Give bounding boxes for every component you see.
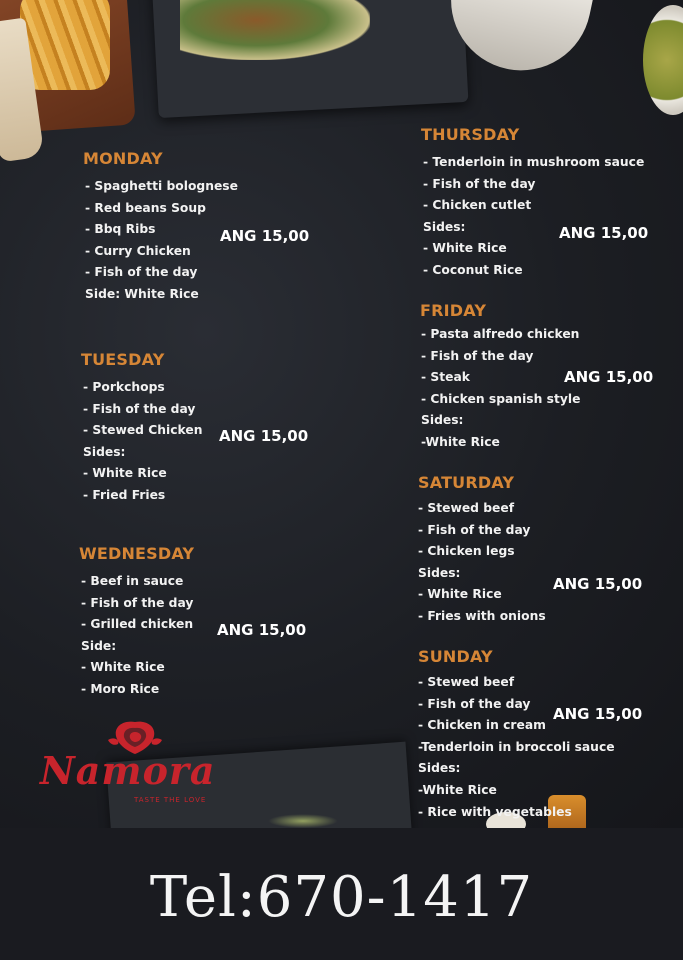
menu-item: - Chicken cutlet (423, 198, 532, 213)
fries-image (20, 0, 110, 90)
menu-list-wednesday (81, 571, 193, 701)
menu-item: -White Rice (418, 782, 497, 797)
price-wednesday: ANG 15,00 (217, 621, 307, 639)
herb-garnish-image (268, 814, 338, 828)
menu-item: Sides: (418, 761, 461, 776)
menu-item: - Spaghetti bolognese (85, 179, 238, 193)
menu-item: Sides: (421, 413, 464, 428)
phone-number: Tel:670-1417 (149, 864, 534, 930)
menu-item: - Chicken legs (418, 544, 515, 559)
menu-item: Side: White Rice (85, 286, 199, 301)
day-heading-friday: FRIDAY (420, 301, 487, 320)
price-monday: ANG 15,00 (220, 227, 310, 245)
day-heading-wednesday: WEDNESDAY (79, 544, 195, 563)
price-friday: ANG 15,00 (564, 368, 654, 386)
menu-item: Sides: (423, 219, 466, 234)
menu-item: -Tenderloin in broccoli sauce (418, 739, 615, 754)
menu-item: - Chicken in cream (418, 718, 546, 733)
menu-item: - Fish of the day (423, 176, 536, 191)
price-tuesday: ANG 15,00 (219, 427, 309, 445)
menu-item: -White Rice (421, 434, 500, 449)
menu-item: - Fries with onions (418, 608, 546, 623)
menu-item: - Steak (421, 370, 470, 385)
menu-item: - Grilled chicken (81, 617, 194, 632)
menu-item: - Fish of the day (421, 348, 534, 363)
day-heading-thursday: THURSDAY (421, 125, 520, 144)
menu-item: - Fish of the day (81, 595, 194, 610)
menu-item: - Fish of the day (85, 265, 198, 280)
guacamole-bowl-image (643, 5, 683, 115)
day-heading-sunday: SUNDAY (418, 647, 493, 666)
menu-item: - Stewed beef (418, 675, 515, 689)
menu-item: - Coconut Rice (423, 262, 523, 277)
menu-item: - Bbq Ribs (85, 222, 156, 237)
menu-item: - White Rice (418, 587, 502, 602)
menu-item: - Curry Chicken (85, 243, 191, 258)
menu-item: - Pasta alfredo chicken (421, 327, 580, 341)
day-heading-monday: MONDAY (83, 149, 163, 168)
menu-item: - Fish of the day (418, 522, 531, 537)
day-heading-tuesday: TUESDAY (81, 350, 165, 369)
salad-image (180, 0, 370, 60)
day-heading-saturday: SATURDAY (418, 473, 515, 492)
menu-item: Sides: (418, 565, 461, 580)
menu-item: - Porkchops (83, 380, 165, 394)
menu-item: - Red beans Soup (85, 200, 206, 215)
menu-item: - Rice with vegetables (418, 804, 572, 819)
price-thursday: ANG 15,00 (559, 224, 649, 242)
brand-tagline: TASTE THE LOVE (134, 796, 207, 804)
price-saturday: ANG 15,00 (553, 575, 643, 593)
menu-list-sunday (418, 672, 615, 823)
menu-item: - Moro Rice (81, 681, 160, 696)
menu-item: - Beef in sauce (81, 574, 184, 588)
footer-bar (0, 828, 683, 960)
menu-item: - White Rice (423, 241, 507, 256)
brand-name: Namora (40, 748, 216, 793)
price-sunday: ANG 15,00 (553, 705, 643, 723)
menu-item: - Fried Fries (83, 487, 166, 502)
menu-item: - Fish of the day (418, 696, 531, 711)
menu-item: - Fish of the day (83, 401, 196, 416)
menu-item: - White Rice (81, 660, 165, 675)
brand-logo (40, 718, 240, 808)
menu-item: - Tenderloin in mushroom sauce (423, 155, 645, 169)
menu-list-saturday (418, 498, 546, 628)
menu-item: - Stewed Chicken (83, 423, 203, 438)
menu-item: - Chicken spanish style (421, 391, 581, 406)
menu-list-friday (421, 324, 580, 454)
menu-item: Sides: (83, 444, 126, 459)
menu-list-monday (85, 176, 238, 306)
menu-item: - Stewed beef (418, 501, 515, 515)
menu-item: - White Rice (83, 466, 167, 481)
menu-list-tuesday (83, 377, 202, 507)
menu-item: Side: (81, 638, 117, 653)
menu-list-thursday (423, 152, 644, 282)
